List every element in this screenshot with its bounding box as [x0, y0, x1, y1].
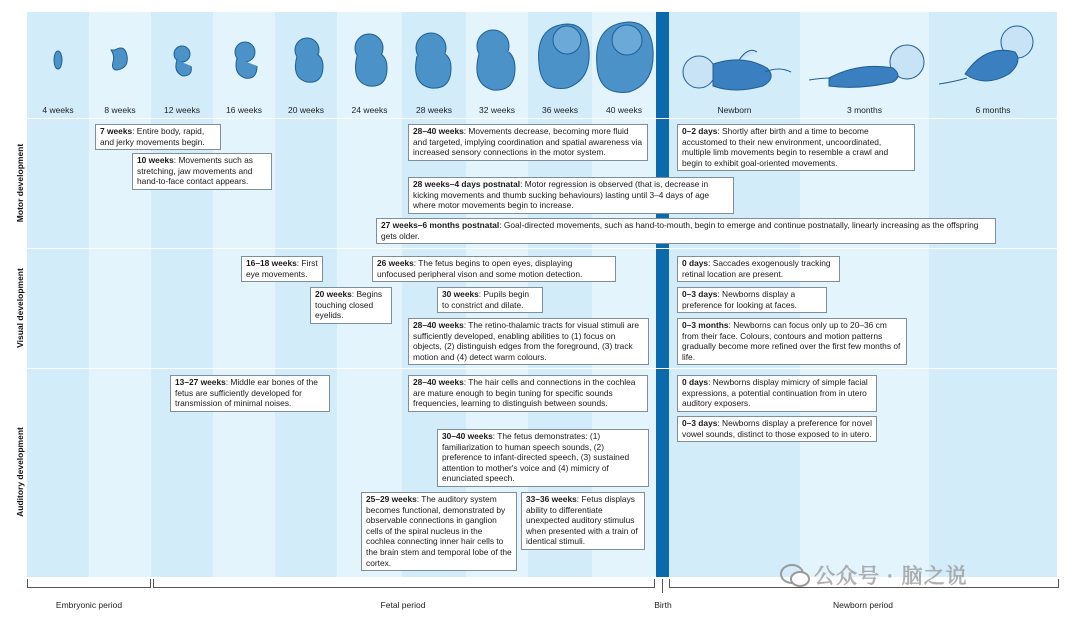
visual-box: 0 days: Saccades exogenously tracking retinal location are present. — [677, 256, 840, 282]
header-24-weeks: 24 weeks — [351, 105, 388, 115]
motor-box: 28–40 weeks: Movements decrease, becoming more fluid and targeted, implying coordination and spatial awareness via increased sensory connections in the motor system. — [408, 124, 648, 161]
fetus-icon — [235, 42, 257, 78]
motor-box: 0–2 days: Shortly after birth and a time to become accustomed to their new environment, uncoordinated, multiple limb movements begin to resemble a crawl and begin to exhibit goal-oriented movements. — [677, 124, 915, 171]
fetus-icon — [416, 33, 451, 88]
embryo-icon — [54, 51, 62, 69]
fetus-illustrations — [27, 14, 657, 104]
header-32-weeks: 32 weeks — [479, 105, 515, 115]
infant-6m-icon — [939, 26, 1033, 84]
visual-box: 0–3 days: Newborns display a preference for looking at faces. — [677, 287, 827, 313]
visual-box: 28–40 weeks: The retino-thalamic tracts for visual stimuli are sufficiently developed, enabling abilities to (1) focus on objects, (2) distinguish edges from the foreground, (3) track motion and (4) detect warm colours. — [408, 318, 649, 365]
row-divider — [27, 248, 1057, 249]
auditory-box: 25–29 weeks: The auditory system becomes functional, demonstrated by observable connections in ganglion cells of the spiral nucleus in the cochlea connecting inner hair cells to the brain stem and temporal lobe of the cortex. — [361, 492, 517, 571]
header-12-weeks: 12 weeks — [164, 105, 200, 115]
row-divider — [27, 118, 1057, 119]
fetal-period-brace — [153, 579, 655, 588]
newborn-icon — [683, 50, 791, 90]
header-3-months: 3 months — [847, 105, 882, 115]
header-20-weeks: 20 weeks — [288, 105, 324, 115]
newborn-period-label: Newborn period — [832, 600, 893, 610]
visual-box: 0–3 months: Newborns can focus only up to 20–36 cm from their face. Colours, contours and motion patterns gradually become more refined over the first few months of life. — [677, 318, 907, 365]
row-label-visual: Visual development — [15, 268, 25, 348]
visual-box: 16–18 weeks: First eye movements. — [241, 256, 323, 282]
birth-bar — [656, 12, 669, 577]
row-label-motor: Motor development — [15, 143, 25, 223]
visual-box: 26 weeks: The fetus begins to open eyes, displaying unfocused peripheral vison and some motion detection. — [372, 256, 616, 282]
fetal-period-label: Fetal period — [380, 600, 426, 610]
fetus-icon — [174, 46, 191, 76]
auditory-box: 28–40 weeks: The hair cells and connections in the cochlea are mature enough to begin tuning for specific sounds frequencies, learning to distinguish between sounds. — [408, 375, 648, 412]
baby-illustrations — [669, 14, 1057, 104]
header-4-weeks: 4 weeks — [42, 105, 74, 115]
infant-3m-icon — [809, 45, 924, 87]
embryo-icon — [111, 48, 127, 70]
motor-box: 27 weeks–6 months postnatal: Goal-directed movements, such as hand-to-mouth, begin to emerge and continue postnatally, linearly increasing as the offspring gets older. — [376, 218, 996, 244]
auditory-box: 0 days: Newborns display mimicry of simple facial expressions, a potential continuation from in utero auditory exposers. — [677, 375, 877, 412]
header-6-months: 6 months — [975, 105, 1011, 115]
auditory-box: 30–40 weeks: The fetus demonstrates: (1) familiarization to human speech sounds, (2) preference to infant-directed speech, (3) sustained attention to mother's voice and (4) mimicry of enunciated speech. — [437, 429, 649, 487]
row-label-auditory: Auditory development — [15, 427, 25, 517]
header-36-weeks: 36 weeks — [542, 105, 578, 115]
auditory-box: 13–27 weeks: Middle ear bones of the fetus are sufficiently developed for transmission of minimal noises. — [170, 375, 330, 412]
header-16-weeks: 16 weeks — [226, 105, 262, 115]
birth-tick — [662, 579, 663, 593]
embryonic-period-label: Embryonic period — [55, 600, 123, 610]
header-28-weeks: 28 weeks — [416, 105, 452, 115]
auditory-box: 33–36 weeks: Fetus displays ability to differentiate unexpected auditory stimulus when presented with a train of identical stimuli. — [521, 492, 645, 550]
fetus-icon — [597, 22, 654, 92]
birth-label: Birth — [654, 600, 672, 610]
fetus-icon — [295, 38, 323, 82]
fetus-icon — [539, 24, 590, 89]
fetus-icon — [355, 34, 387, 86]
header-newborn: Newborn — [717, 105, 752, 115]
visual-box: 20 weeks: Begins touching closed eyelids. — [310, 287, 392, 324]
wechat-icon — [780, 563, 810, 589]
row-divider — [27, 368, 1057, 369]
header-40-weeks: 40 weeks — [606, 105, 642, 115]
visual-box: 30 weeks: Pupils begin to constrict and dilate. — [437, 287, 543, 313]
motor-box: 28 weeks–4 days postnatal: Motor regression is observed (that is, decrease in kicking movements and thumb sucking behaviours) lasting until 3–4 days of age where motor movements begin to increase. — [408, 177, 734, 214]
embryonic-period-brace — [27, 579, 151, 588]
watermark-text: 公众号 · 脑之说 — [814, 565, 968, 588]
motor-box: 7 weeks: Entire body, rapid, and jerky movements begin. — [95, 124, 221, 150]
auditory-box: 0–3 days: Newborns display a preference for novel vowel sounds, distinct to those exposed to in utero. — [677, 416, 877, 442]
header-8-weeks: 8 weeks — [104, 105, 136, 115]
motor-box: 10 weeks: Movements such as stretching, jaw movements and hand-to-face contact appears. — [132, 153, 272, 190]
fetus-icon — [477, 30, 515, 90]
